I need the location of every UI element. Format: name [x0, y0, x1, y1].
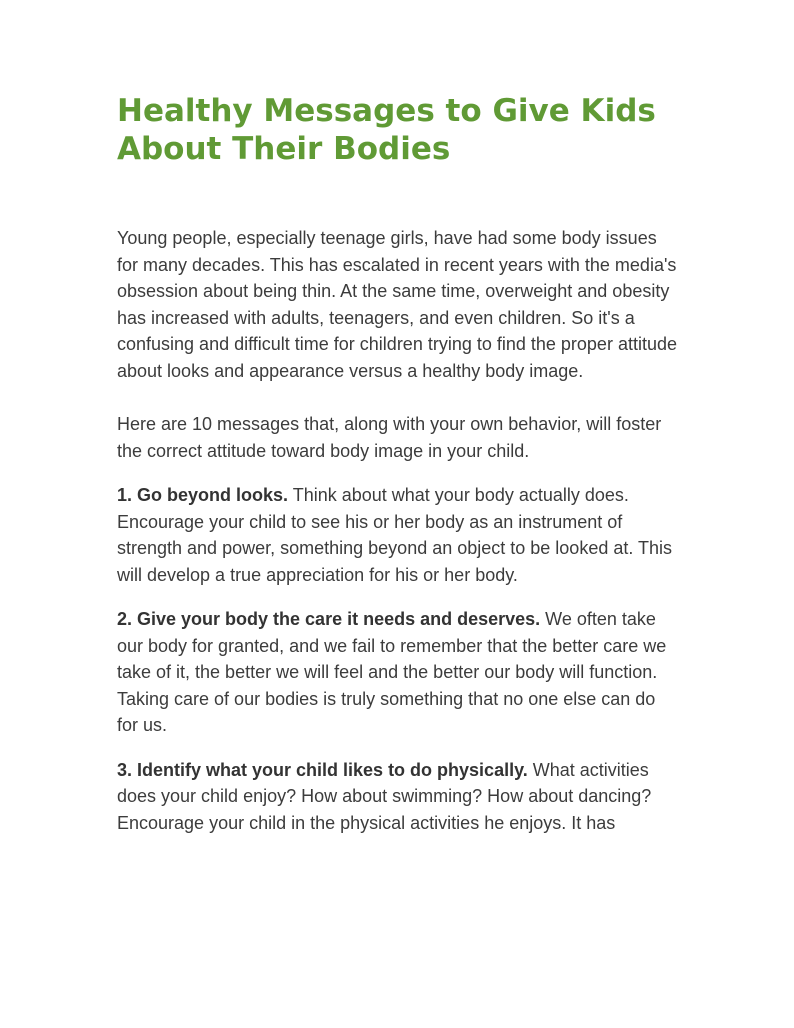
message-heading: 2. Give your body the care it needs and deserves.	[117, 609, 541, 629]
article	[117, 92, 677, 836]
message-text: Think about what your body actually does. Encourage your child to see his or her body as an instrument of strength and power, something beyond an object to be looked at. This will develop a true appreciation for his or her body.	[117, 485, 673, 585]
message-item-2	[117, 606, 677, 739]
page-title: Healthy Messages to Give Kids About Their Bodies	[117, 93, 656, 167]
message-heading: 1. Go beyond looks.	[117, 485, 289, 505]
message-heading: 3. Identify what your child likes to do physically.	[117, 759, 528, 780]
message-text: We often take our body for granted, and we fail to remember that the better care we take of it, the better we will feel and the better our body will function. Taking care of our bodies is truly something that no one else can do for us.	[117, 609, 667, 735]
lead-in-paragraph: Here are 10 messages that, along with your own behavior, will foster the correct attitude toward body image in your child.	[117, 414, 662, 461]
message-item-3	[117, 757, 677, 837]
message-item-1	[117, 482, 677, 588]
intro-paragraph: Young people, especially teenage girls, have had some body issues for many decades. This has escalated in recent years with the media's obsession about being thin. At the same time, overweight and obesity has increased with adults, teenagers, and even children. So it's a confusing and difficult time for children trying to find the proper attitude about looks and appearance versus a healthy body image.	[117, 228, 677, 381]
message-text: What activities does your child enjoy? How about swimming? How about dancing? Encourage your child in the physical activities he enjoys. It has	[117, 759, 652, 833]
